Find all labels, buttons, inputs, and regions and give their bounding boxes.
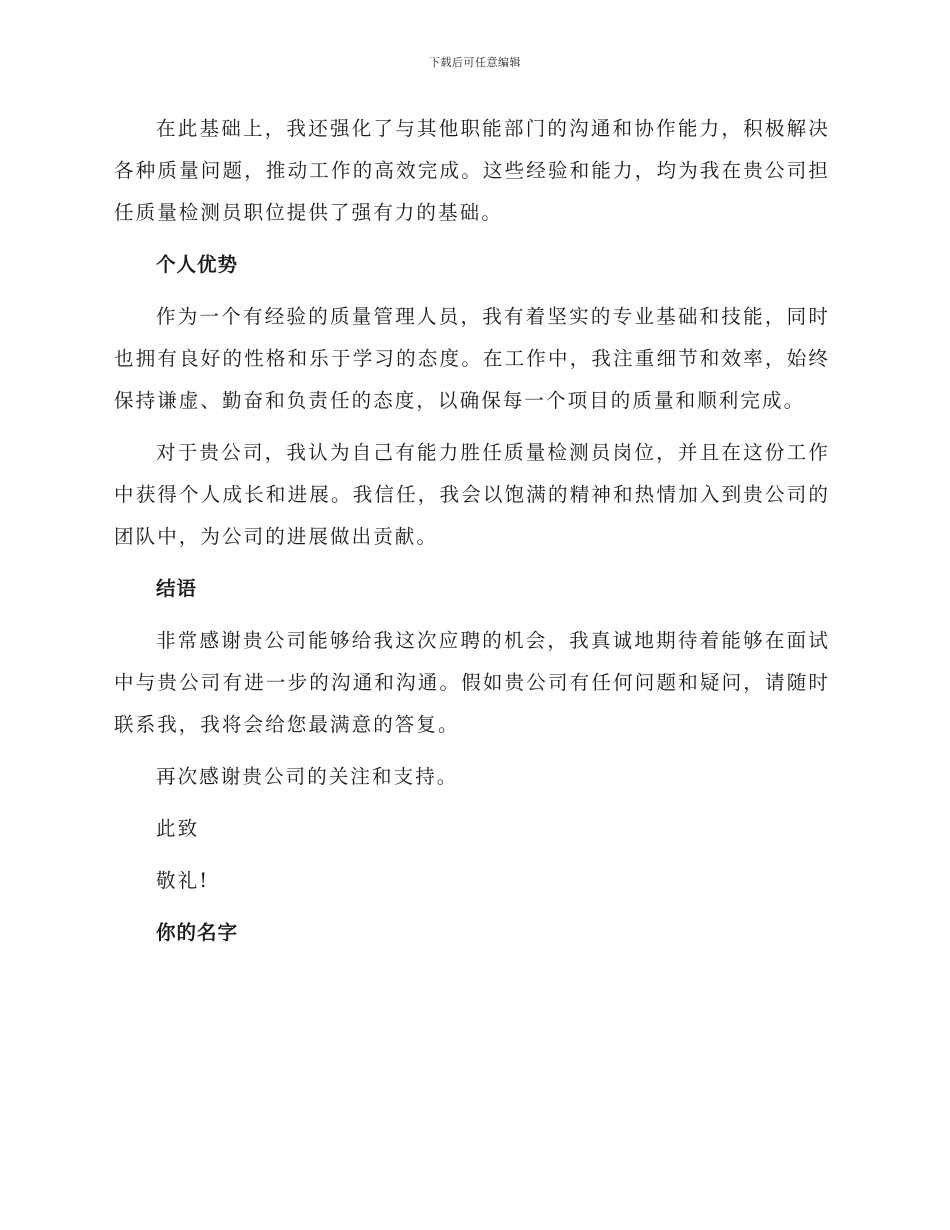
document-body	[114, 108, 830, 964]
line-salutation: 此致	[156, 817, 200, 840]
paragraph-company: 对于贵公司，我认为自己有能力胜任质量检测员岗位，并且在这份工作中获得个人成长和进展。我信任，我会以饱满的精神和热情加入到贵公司的团队中，为公司的进展做出贡献。	[114, 441, 830, 548]
paragraph-strengths: 作为一个有经验的质量管理人员，我有着坚实的专业基础和技能，同时也拥有良好的性格和乐于学习的态度。在工作中，我注重细节和效率，始终保持谦虚、勤奋和负责任的态度，以确保每一个项目的质量和顺利完成。	[114, 305, 830, 412]
paragraph-collaboration: 在此基础上，我还强化了与其他职能部门的沟通和协作能力，积极解决各种质量问题，推动工作的高效完成。这些经验和能力，均为我在贵公司担任质量检测员职位提供了强有力的基础。	[114, 117, 830, 224]
paragraph-thanks: 非常感谢贵公司能够给我这次应聘的机会，我真诚地期待着能够在面试中与贵公司有进一步的沟通和沟通。假如贵公司有任何问题和疑问，请随时联系我，我将会给您最满意的答复。	[114, 629, 830, 736]
line-thanks-again: 再次感谢贵公司的关注和支持。	[156, 765, 459, 788]
page-header: 下载后可任意编辑	[429, 56, 521, 69]
signature-name: 你的名字	[156, 921, 239, 944]
section-heading-strengths: 个人优势	[156, 253, 239, 276]
section-heading-conclusion: 结语	[156, 577, 198, 600]
line-regards: 敬礼!	[156, 869, 210, 892]
